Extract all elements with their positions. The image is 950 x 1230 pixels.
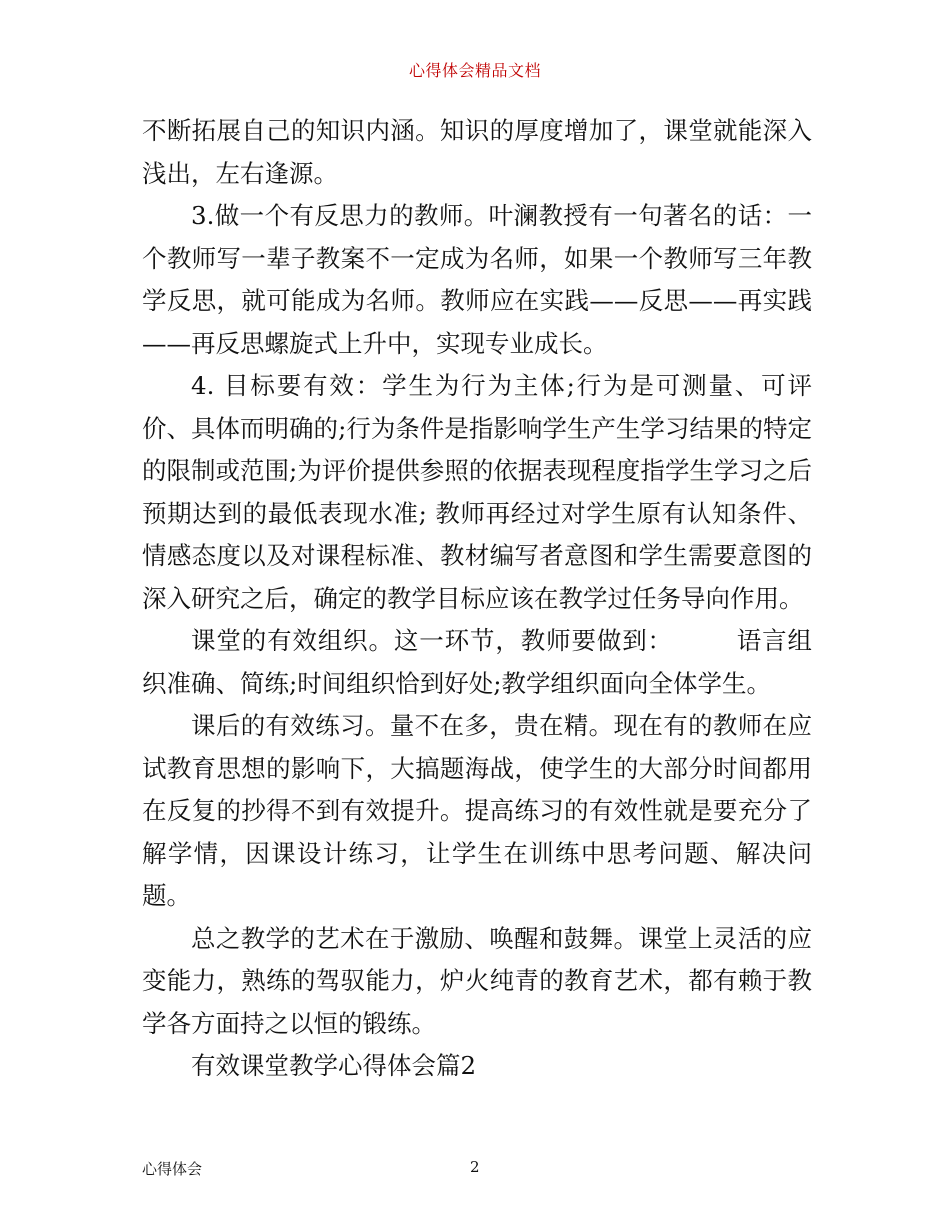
document-header-title: 心得体会精品文档	[408, 61, 541, 80]
page-number: 2	[470, 1158, 480, 1176]
body-paragraph-2: 3.做一个有反思力的教师。叶澜教授有一句著名的话：一个教师写一辈子教案不一定成为名师，如果一个教师写三年教学反思，就可能成为名师。教师应在实践——反思——再实践——再反思螺旋式上升中，实现专业成长。	[142, 201, 812, 358]
body-paragraph-4: 课堂的有效组织。这一环节，教师要做到： 语言组织准确、简练;时间组织恰到好处;教学组织面向全体学生。	[142, 626, 812, 698]
body-paragraph-5: 课后的有效练习。量不在多，贵在精。现在有的教师在应试教育思想的影响下，大搞题海战，使学生的大部分时间都用在反复的抄得不到有效提升。提高练习的有效性就是要充分了解学情，因课设计练习，让学生在训练中思考问题、解决问题。	[142, 711, 812, 910]
section-heading: 有效课堂教学心得体会篇2	[191, 1051, 477, 1080]
body-paragraph-6: 总之教学的艺术在于激励、唤醒和鼓舞。课堂上灵活的应变能力，熟练的驾驭能力，炉火纯青的教育艺术，都有赖于教学各方面持之以恒的锻练。	[142, 923, 812, 1038]
body-paragraph-3: 4. 目标要有效：学生为行为主体;行为是可测量、可评价、具体而明确的;行为条件是指影响学生产生学习结果的特定的限制或范围;为评价提供参照的依据表现程度指学生学习之后预期达到的最低表现水准; 教师再经过对学生原有认知条件、情感态度以及对课程标准、教材编写者意图和学生需要意图的深入研究之后，确定的教学目标应该在教学过任务导向作用。	[142, 371, 812, 613]
document-body	[142, 110, 812, 1088]
footer-label: 心得体会	[142, 1160, 203, 1178]
body-paragraph-1: 不断拓展自己的知识内涵。知识的厚度增加了，课堂就能深入浅出，左右逢源。	[142, 116, 812, 188]
